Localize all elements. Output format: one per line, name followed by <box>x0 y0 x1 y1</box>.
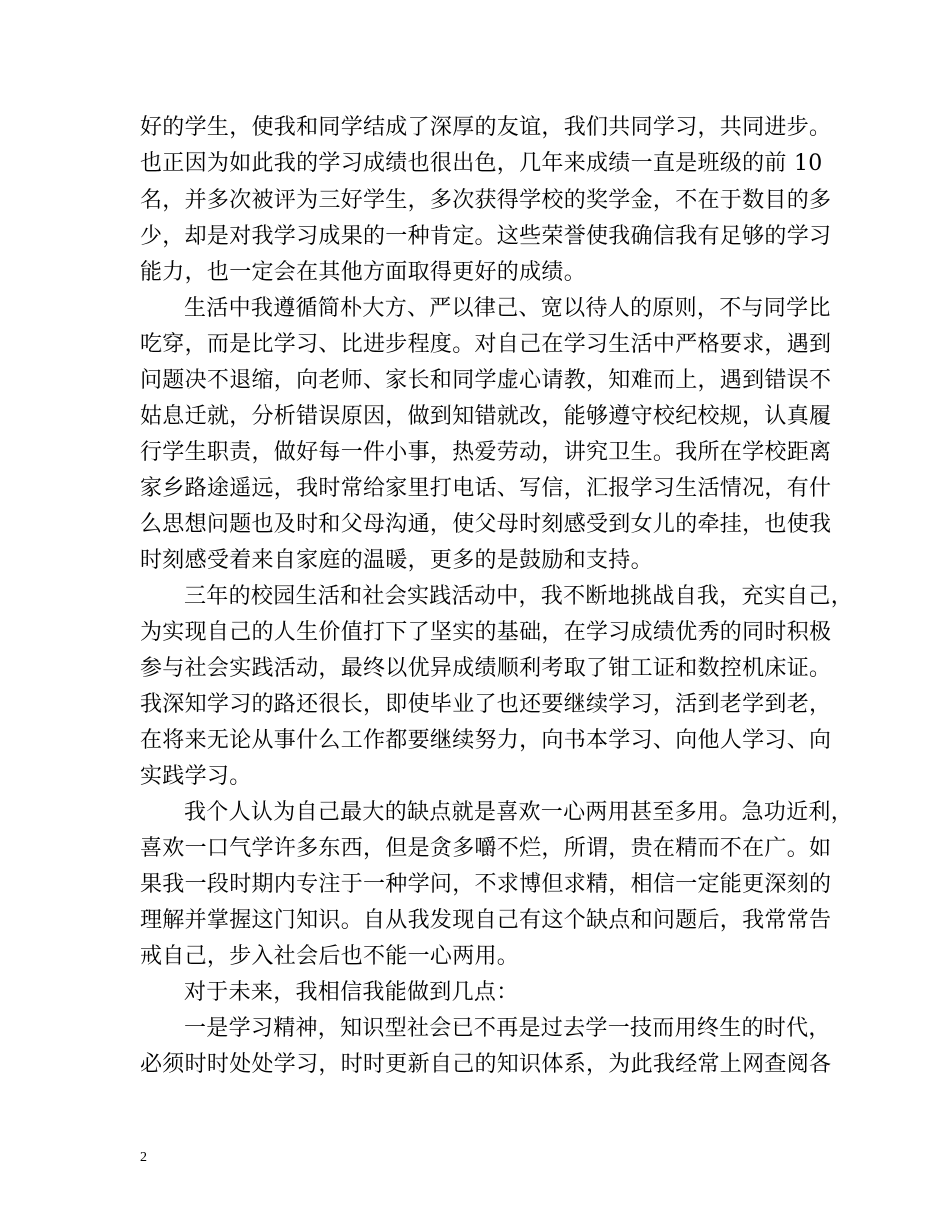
paragraph-first-line: 生活中我遵循简朴大方、严以律己、宽以待人的原则，不与同学比 <box>184 296 831 321</box>
page-number: 2 <box>140 1150 147 1165</box>
text-line: 问题决不退缩，向老师、家长和同学虚心请教，知难而上，遇到错误不 <box>140 368 832 393</box>
text-line: 我深知学习的路还很长，即使毕业了也还要继续学习，活到老学到老， <box>140 692 832 717</box>
text-line: 行学生职责，做好每一件小事，热爱劳动，讲究卫生。我所在学校距离 <box>140 440 832 465</box>
text-line: 实践学习。 <box>140 764 252 789</box>
text-line: 么思想问题也及时和父母沟通，使父母时刻感受到女儿的牵挂，也使我 <box>140 512 832 537</box>
text-line: 时刻感受着来自家庭的温暖，更多的是鼓励和支持。 <box>140 548 653 573</box>
text-line: 名，并多次被评为三好学生，多次获得学校的奖学金，不在于数目的多 <box>140 188 832 213</box>
text-line: 家乡路途遥远，我时常给家里打电话、写信，汇报学习生活情况，有什 <box>140 476 832 501</box>
text-line: 喜欢一口气学许多东西，但是贪多嚼不烂，所谓，贵在精而不在广。如 <box>140 836 832 861</box>
paragraph-first-line: 三年的校园生活和社会实践活动中，我不断地挑战自我，充实自己， <box>184 584 854 609</box>
paragraph-first-line: 我个人认为自己最大的缺点就是喜欢一心两用甚至多用。急功近利， <box>184 800 854 825</box>
text-line: 少，却是对我学习成果的一种肯定。这些荣誉使我确信我有足够的学习 <box>140 224 832 249</box>
text-line: 好的学生，使我和同学结成了深厚的友谊，我们共同学习，共同进步。 <box>140 115 832 140</box>
text-line: 姑息迁就，分析错误原因，做到知错就改，能够遵守校纪校规，认真履 <box>140 404 832 429</box>
paragraph-first-line: 对于未来，我相信我能做到几点： <box>184 980 519 1005</box>
text-line: 吃穿，而是比学习、比进步程度。对自己在学习生活中严格要求，遇到 <box>140 332 832 357</box>
text-line: 果我一段时期内专注于一种学问，不求博但求精，相信一定能更深刻的 <box>140 872 832 897</box>
text-line: 理解并掌握这门知识。自从我发现自己有这个缺点和问题后，我常常告 <box>140 908 832 933</box>
paragraph-first-line: 一是学习精神，知识型社会已不再是过去学一技而用终生的时代， <box>184 1016 831 1041</box>
text-line: 也正因为如此我的学习成绩也很出色，几年来成绩一直是班级的前 10 <box>140 151 823 176</box>
text-line: 能力，也一定会在其他方面取得更好的成绩。 <box>140 260 587 285</box>
text-line: 戒自己，步入社会后也不能一心两用。 <box>140 944 520 969</box>
text-line: 为实现自己的人生价值打下了坚实的基础，在学习成绩优秀的同时积极 <box>140 620 832 645</box>
text-line: 必须时时处处学习，时时更新自己的知识体系，为此我经常上网查阅各 <box>140 1052 832 1077</box>
text-line: 在将来无论从事什么工作都要继续努力，向书本学习、向他人学习、向 <box>140 728 832 753</box>
text-line: 参与社会实践活动，最终以优异成绩顺利考取了钳工证和数控机床证。 <box>140 656 832 681</box>
